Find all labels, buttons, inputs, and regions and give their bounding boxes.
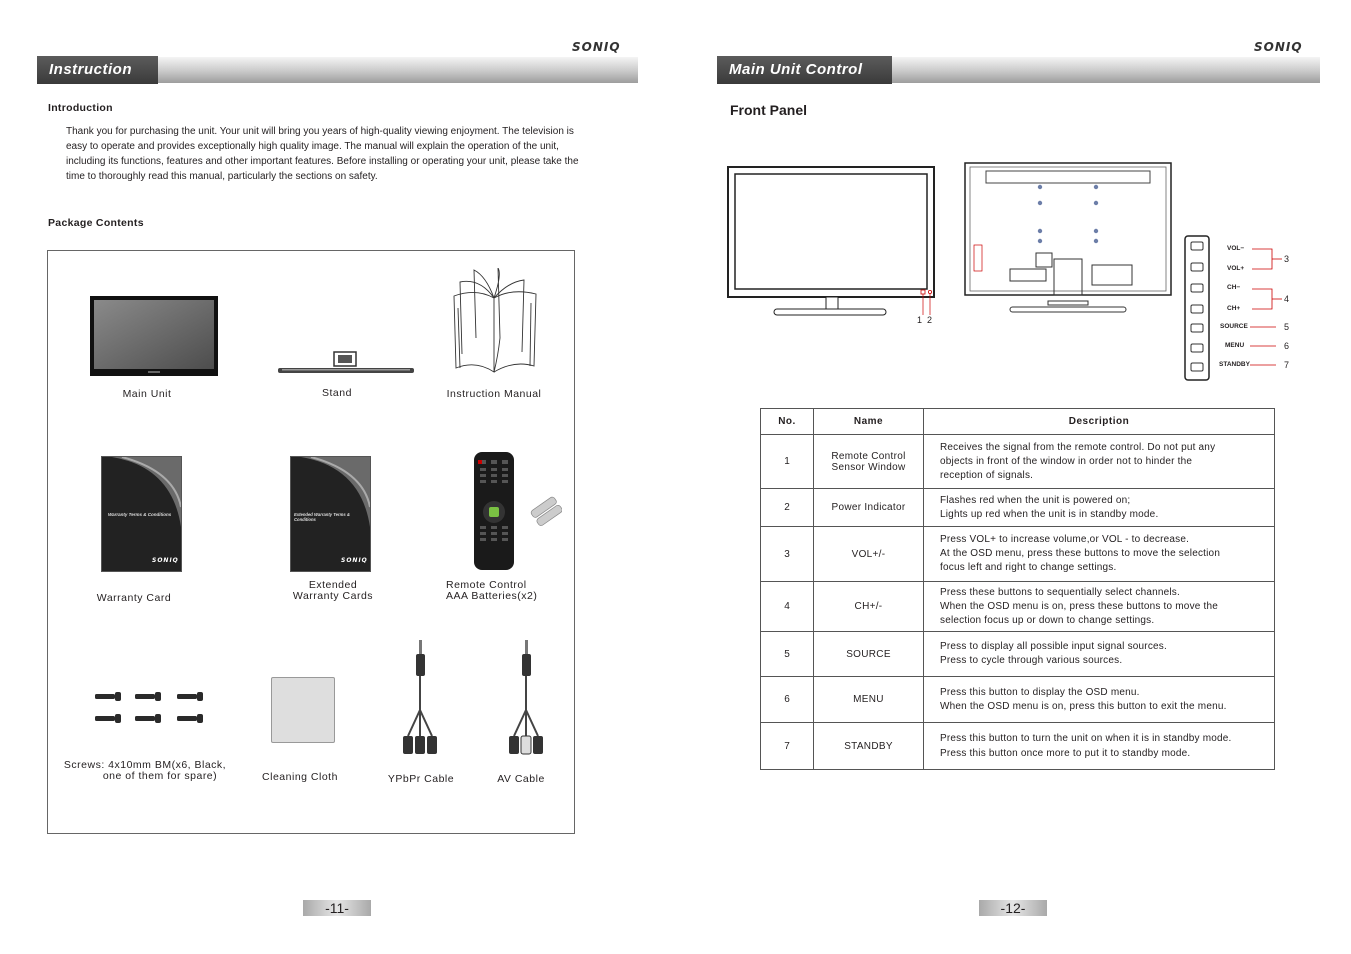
caption-remote-control: [446, 580, 556, 602]
table-row: [761, 677, 1275, 723]
warranty-card-text: Warranty Terms & Conditions: [108, 512, 172, 517]
callout-3: 3: [1284, 254, 1290, 264]
extended-warranty-image: [290, 456, 371, 572]
desc-line: Press these buttons to sequentially select channels.: [940, 586, 1180, 598]
caption-line: Remote Control: [446, 579, 527, 591]
caption-line: Warranty Cards: [292, 590, 374, 602]
button-callout-lines: [1246, 244, 1286, 374]
caption-line: one of them for spare): [102, 770, 218, 782]
remote-control-image: [472, 450, 562, 572]
ypbpr-cable-image: [400, 640, 444, 760]
main-unit-control-table: [760, 408, 1275, 770]
caption-instruction-manual: Instruction Manual: [446, 388, 542, 400]
page-number-left: -11-: [303, 900, 371, 916]
cell-description: [924, 677, 1275, 723]
button-label-menu: MENU: [1225, 342, 1245, 349]
section-title-main-unit-control: Main Unit Control: [717, 56, 892, 84]
tv-back-view-diagram: [962, 161, 1174, 317]
cell-no: 3: [761, 527, 814, 582]
cell-description: [924, 582, 1275, 632]
instruction-manual-image: [446, 268, 542, 376]
package-contents-heading: Package Contents: [48, 217, 144, 229]
callout-7: 7: [1284, 360, 1290, 370]
desc-line: When the OSD menu is on, press these buttons to move the: [940, 600, 1219, 612]
desc-line: Press this button to display the OSD menu.: [940, 686, 1140, 698]
caption-stand: Stand: [322, 387, 352, 399]
cell-description: [924, 632, 1275, 677]
caption-main-unit: Main Unit: [122, 388, 172, 400]
table-header-row: [761, 409, 1275, 435]
desc-line: When the OSD menu is on, press this button to exit the menu.: [940, 700, 1227, 712]
cell-no: 1: [761, 435, 814, 489]
name-line: Sensor Window: [831, 461, 906, 473]
button-label-vol-plus: VOL+: [1227, 265, 1245, 272]
table-row: [761, 435, 1275, 489]
desc-line: Press to display all possible input signal sources.: [940, 641, 1167, 652]
caption-ypbpr-cable: YPbPr Cable: [387, 773, 455, 785]
cell-name: SOURCE: [814, 632, 924, 677]
table-row: [761, 489, 1275, 527]
cell-description: [924, 489, 1275, 527]
screws-image: [93, 690, 208, 726]
page-number-right: -12-: [979, 900, 1047, 916]
callout-1: 1: [917, 315, 923, 325]
desc-line: objects in front of the window in order not to hinder the: [940, 455, 1193, 467]
cell-description: [924, 527, 1275, 582]
intro-line: Thank you for purchasing the unit. Your unit will bring you years of high-quality viewing enjoyment. The television is: [66, 126, 574, 137]
desc-line: Press to cycle through various sources.: [940, 655, 1123, 666]
column-header-name: Name: [814, 409, 924, 435]
desc-line: Lights up red when the unit is in standby mode.: [940, 508, 1159, 520]
callout-5: 5: [1284, 322, 1290, 332]
main-unit-image: [90, 296, 218, 376]
av-cable-image: [506, 640, 550, 760]
button-label-standby: STANDBY: [1219, 361, 1250, 368]
table-row: [761, 527, 1275, 582]
desc-line: focus left and right to change settings.: [940, 562, 1117, 573]
intro-line: time to thoroughly read this manual, particularly the sections on safety.: [66, 171, 378, 182]
intro-line: easy to operate and provides exceptionally high quality image. The manual will explain the operation of the unit,: [66, 141, 559, 152]
introduction-text: [66, 124, 626, 184]
table-row: [761, 632, 1275, 677]
cell-name: CH+/-: [814, 582, 924, 632]
column-header-description: Description: [924, 409, 1275, 435]
tv-front-view-diagram: [726, 165, 940, 325]
caption-extended-warranty: [283, 580, 383, 602]
cell-name: VOL+/-: [814, 527, 924, 582]
caption-line: AAA Batteries(x2): [446, 590, 538, 602]
brand-logo-left: SONIQ: [572, 40, 621, 54]
cell-no: 4: [761, 582, 814, 632]
cell-description: [924, 723, 1275, 770]
warranty-card-image: [101, 456, 182, 572]
desc-line: At the OSD menu, press these buttons to move the selection: [940, 548, 1221, 559]
table-row: [761, 723, 1275, 770]
desc-line: Press this button to turn the unit on when it is in standby mode.: [940, 733, 1232, 744]
brand-logo-right: SONIQ: [1254, 40, 1303, 54]
caption-screws: [60, 760, 230, 782]
desc-line: selection focus up or down to change settings.: [940, 614, 1155, 626]
desc-line: Receives the signal from the remote control. Do not put any: [940, 441, 1216, 453]
cell-no: 6: [761, 677, 814, 723]
desc-line: Press this button once more to put it to standby mode.: [940, 748, 1191, 759]
caption-warranty-card: Warranty Card: [96, 592, 172, 604]
name-line: Remote Control: [831, 450, 906, 462]
front-panel-heading: Front Panel: [730, 102, 808, 118]
cleaning-cloth-image: [271, 677, 335, 743]
side-button-panel: [1183, 234, 1213, 382]
intro-line: including its functions, features and other important features. Before installing or operating your unit, please take the: [66, 156, 579, 167]
button-label-ch-minus: CH−: [1227, 284, 1241, 291]
caption-av-cable: AV Cable: [497, 773, 545, 785]
column-header-no: No.: [761, 409, 814, 435]
desc-line: Press VOL+ to increase volume,or VOL - to decrease.: [940, 534, 1190, 545]
callout-6: 6: [1284, 341, 1290, 351]
desc-line: reception of signals.: [940, 469, 1034, 481]
cell-no: 2: [761, 489, 814, 527]
cell-name: MENU: [814, 677, 924, 723]
button-label-source: SOURCE: [1220, 323, 1248, 330]
caption-line: Extended: [308, 579, 358, 591]
button-label-ch-plus: CH+: [1227, 305, 1241, 312]
caption-line: Screws: 4x10mm BM(x6, Black,: [63, 759, 227, 771]
caption-cleaning-cloth: Cleaning Cloth: [262, 771, 338, 783]
cell-no: 5: [761, 632, 814, 677]
cell-name: [814, 435, 924, 489]
cell-no: 7: [761, 723, 814, 770]
section-title-instruction: Instruction: [37, 56, 158, 84]
desc-line: Flashes red when the unit is powered on;: [940, 494, 1131, 506]
callout-2: 2: [927, 315, 933, 325]
cell-name: Power Indicator: [814, 489, 924, 527]
introduction-heading: Introduction: [48, 102, 113, 114]
cell-name: STANDBY: [814, 723, 924, 770]
button-label-vol-minus: VOL−: [1227, 245, 1245, 252]
cell-description: [924, 435, 1275, 489]
stand-image: [276, 350, 416, 378]
extended-warranty-text: Extended Warranty Terms & Conditions: [294, 512, 350, 522]
warranty-card-logo: SONIQ: [152, 557, 179, 564]
table-row: [761, 582, 1275, 632]
callout-4: 4: [1284, 294, 1290, 304]
extended-warranty-logo: SONIQ: [341, 557, 368, 564]
